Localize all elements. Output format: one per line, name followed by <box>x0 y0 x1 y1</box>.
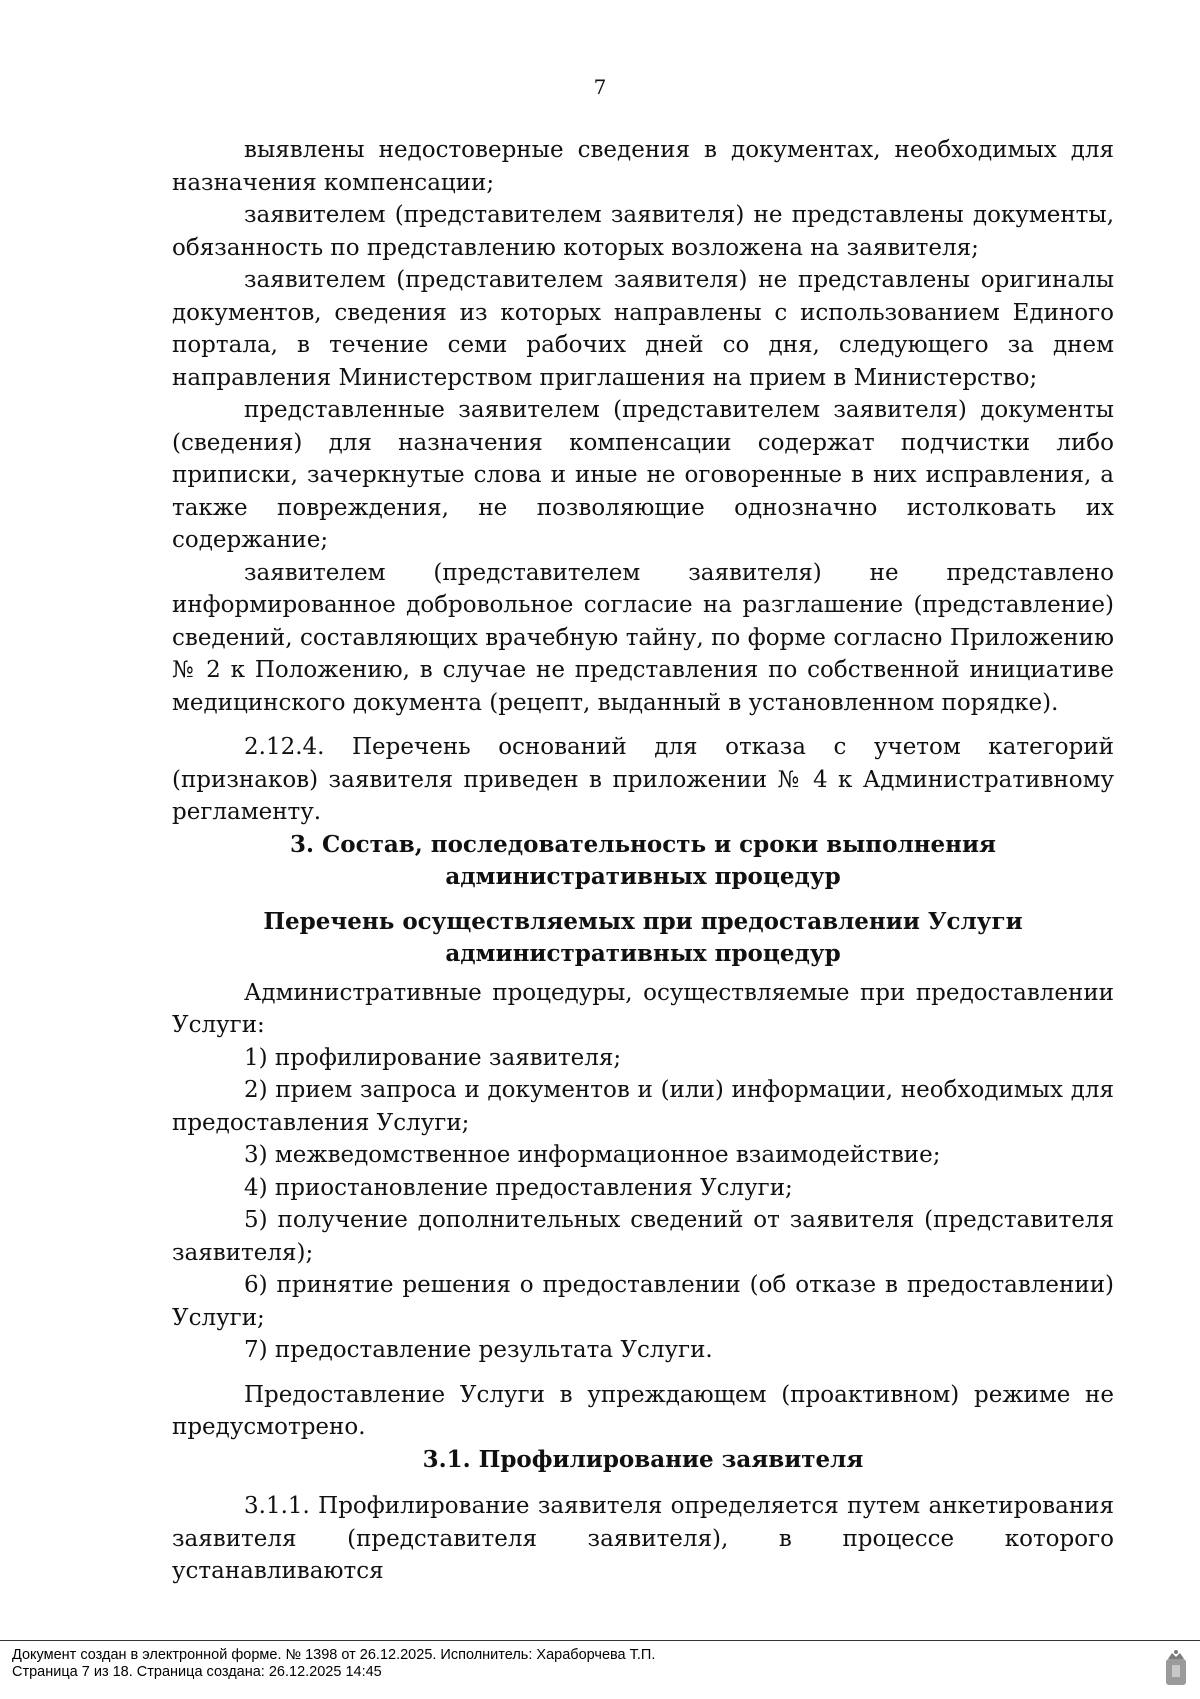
footer-text <box>12 1647 655 1681</box>
footer-line-2: Страница 7 из 18. Страница создана: 26.12.2025 14:45 <box>12 1664 382 1680</box>
procedures-intro: Административные процедуры, осуществляемые при предоставлении Услуги: <box>172 979 1114 1038</box>
procedure-item: 6) принятие решения о предоставлении (об отказе в предоставлении) Услуги; <box>172 1272 1114 1331</box>
body-paragraph: заявителем (представителем заявителя) не представлено информированное добровольное согласие на разглашение (представление) сведений, составляющих врачебную тайну, по форме согласно Приложению № 2 к Положению, в случае не представления по собственной инициативе медицинского документа (рецепт, выданный в установленном порядке). <box>172 559 1114 716</box>
procedure-item: 3) межведомственное информационное взаимодействие; <box>244 1142 941 1168</box>
section-3-heading: 3. Состав, последовательность и сроки выполнения административных процедур <box>289 830 997 890</box>
procedure-item: 2) прием запроса и документов и (или) информации, необходимых для предоставления Услуги; <box>172 1077 1114 1136</box>
document-body <box>172 134 1114 1588</box>
coat-of-arms-icon <box>1164 1649 1188 1687</box>
footer-line-1: Документ создан в электронной форме. № 1398 от 26.12.2025. Исполнитель: Хараборчева Т.П. <box>12 1647 656 1663</box>
proactive-note: Предоставление Услуги в упреждающем (проактивном) режиме не предусмотрено. <box>172 1381 1114 1440</box>
section-3-1-heading: 3.1. Профилирование заявителя <box>422 1445 864 1473</box>
procedure-item: 1) профилирование заявителя; <box>244 1044 622 1071</box>
paragraph-3-1-1: 3.1.1. Профилирование заявителя определяется путем анкетирования заявителя (представителя заявителя), в процессе которого устанавливаются <box>172 1493 1114 1584</box>
document-footer <box>0 1640 1200 1699</box>
procedure-item: 4) приостановление предоставления Услуги; <box>244 1174 793 1201</box>
page-number: 7 <box>593 75 607 99</box>
body-paragraph: выявлены недостоверные сведения в документах, необходимых для назначения компенсации; <box>172 137 1114 196</box>
subsection-heading: Перечень осуществляемых при предоставлении Услуги административных процедур <box>263 907 1023 967</box>
body-paragraph: заявителем (представителем заявителя) не представлены оригиналы документов, сведения из которых направлены с использованием Единого портала, в течение семи рабочих дней со дня, следующего за днем направления Министерством приглашения на прием в Министерство; <box>172 267 1114 391</box>
paragraph-2-12-4: 2.12.4. Перечень оснований для отказа с учетом категорий (признаков) заявителя приведен в приложении № 4 к Административному регламенту. <box>172 734 1114 825</box>
procedure-item: 5) получение дополнительных сведений от заявителя (представителя заявителя); <box>172 1207 1114 1266</box>
body-paragraph: представленные заявителем (представителем заявителя) документы (сведения) для назначения компенсации содержат подчистки либо приписки, зачеркнутые слова и иные не оговоренные в них исправления, а также повреждения, не позволяющие однозначно истолковать их содержание; <box>172 397 1114 553</box>
procedure-item: 7) предоставление результата Услуги. <box>244 1337 713 1363</box>
body-paragraph: заявителем (представителем заявителя) не представлены документы, обязанность по представлению которых возложена на заявителя; <box>172 202 1114 261</box>
